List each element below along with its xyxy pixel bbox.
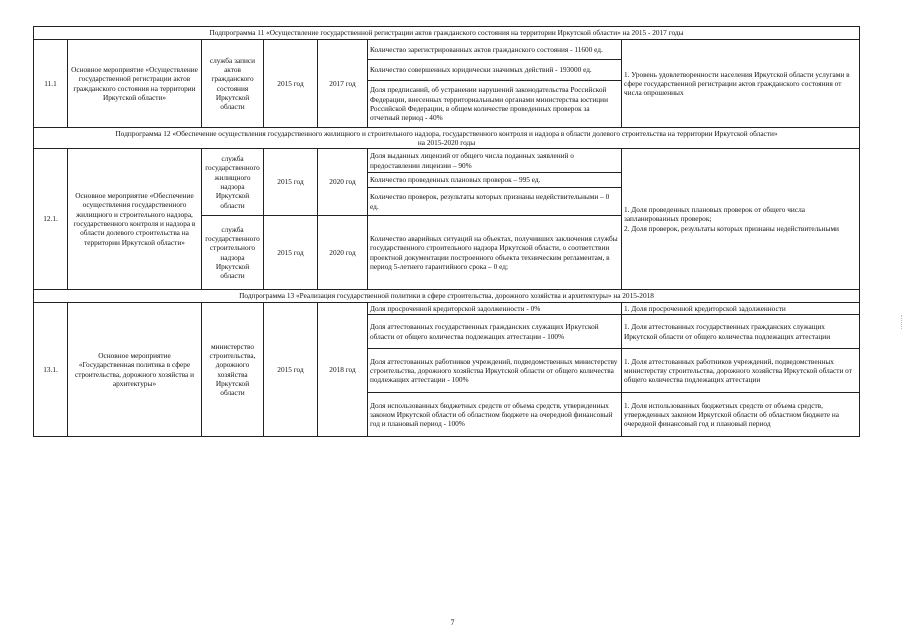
indicator: Доля просроченной кредиторской задолженности - 0%: [368, 303, 622, 315]
row-number: 13.1.: [34, 303, 68, 437]
goal-indicator: [622, 149, 860, 290]
event-name: Основное мероприятие «Государственная политика в сфере строительства, дорожного хозяйства и архитектуры»: [68, 303, 202, 437]
goal-indicator: 1. Уровень удовлетворенности населения Иркутской области услугами в сфере государственной регистрации актов гражданского состояния от числа опрошенных: [622, 40, 860, 128]
indicator: Количество аварийных ситуаций на объектах, получивших заключения службы государственного строительного надзора Иркутской области, о соответствии проектной документации построенного объекта техническим регламентам, в период 5-летнего гарантийного срока – 0 ед;: [368, 216, 622, 290]
subprogram-11-header: Подпрограмма 11 «Осуществление государственной регистрации актов гражданского состояния на территории Иркутской области» на 2015 - 2017 годы: [34, 27, 860, 40]
subprogram-12-header-line1: Подпрограмма 12 «Обеспечение осуществления государственного жилищного и строительного надзора, государственного контроля и надзора в области долевого строительства на территории Иркутской области»: [115, 128, 778, 138]
executor: служба записи актов гражданского состояния Иркутской области: [202, 40, 264, 128]
executor: служба государственного строительного надзора Иркутской области: [202, 216, 264, 290]
indicator: Доля использованных бюджетных средств от объема средств, утвержденных законом Иркутской области об областном бюджете на очередной финансовый год и плановый период - 100%: [368, 393, 622, 437]
goal-line: 2. Доля проверок, результаты которых признаны недействительными: [624, 223, 839, 233]
executor: служба государственного жилищного надзора Иркутской области: [202, 149, 264, 216]
indicator: Доля аттестованных государственных гражданских служащих Иркутской области от общего количества подлежащих аттестации - 100%: [368, 315, 622, 349]
subprogram-13-header: Подпрограмма 13 «Реализация государственной политики в сфере строительства, дорожного хозяйства и архитектуры» на 2015-2018: [34, 290, 860, 303]
indicator: Количество совершенных юридически значимых действий - 193000 ед.: [368, 60, 622, 81]
goal-indicator: 1. Доля аттестованных работников учреждений, подведомственных министерству строительства, дорожного хозяйства Иркутской области от общего количества подлежащих аттестации: [622, 349, 860, 393]
indicator: Доля аттестованных работников учреждений, подведомственных министерству строительства, дорожного хозяйства Иркутской области от общего количества подлежащих аттестации - 100%: [368, 349, 622, 393]
subprogram-12-header-line2: на 2015-2020 годы: [417, 138, 476, 147]
event-name: Основное мероприятие «Осуществление государственной регистрации актов гражданского состояния на территории Иркутской области»: [68, 40, 202, 128]
scroll-indicator: [901, 315, 904, 329]
end-year: 2017 год: [318, 40, 368, 128]
start-year: 2015 год: [264, 149, 318, 216]
goal-line: 1. Доля проведенных плановых проверок от общего числа запланированных проверок;: [624, 205, 805, 224]
end-year: 2018 год: [318, 303, 368, 437]
subprogram-12-header: [34, 128, 860, 149]
indicator: Доля предписаний, об устранении нарушений законодательства Российской Федерации, внесенных территориальными органами министерства юстиции Российской Федерации, в общем количестве проведенных проверок за отчетный период - 40%: [368, 81, 622, 128]
indicator: Количество зарегистрированных актов гражданского состояния - 11600 ед.: [368, 40, 622, 60]
row-number: 11.1: [34, 40, 68, 128]
programs-table: [33, 26, 860, 437]
start-year: 2015 год: [264, 40, 318, 128]
page-number: 7: [450, 618, 455, 627]
event-name: Основное мероприятие «Обеспечение осуществления государственного жилищного и строительного надзора, государственного контроля и надзора в области долевого строительства на территории Иркутской области»: [68, 149, 202, 290]
row-number: 12.1.: [34, 149, 68, 290]
start-year: 2015 год: [264, 216, 318, 290]
start-year: 2015 год: [264, 303, 318, 437]
executor: министерство строительства, дорожного хозяйства Иркутской области: [202, 303, 264, 437]
goal-indicator: 1. Доля просроченной кредиторской задолженности: [622, 303, 860, 315]
end-year: 2020 год: [318, 216, 368, 290]
indicator: Доля выданных лицензий от общего числа поданных заявлений о предоставлении лицензии – 90%: [368, 149, 622, 173]
goal-indicator: 1. Доля использованных бюджетных средств от объема средств, утвержденных законом Иркутской области об областном бюджете на очередной финансовый год и плановый период: [622, 393, 860, 437]
indicator: Количество проверок, результаты которых признаны недействительными – 0 ед.: [368, 188, 622, 216]
goal-indicator: 1. Доля аттестованных государственных гражданских служащих Иркутской области от общего количества подлежащих аттестации: [622, 315, 860, 349]
indicator: Количество проведенных плановых проверок – 995 ед.: [368, 173, 622, 188]
end-year: 2020 год: [318, 149, 368, 216]
